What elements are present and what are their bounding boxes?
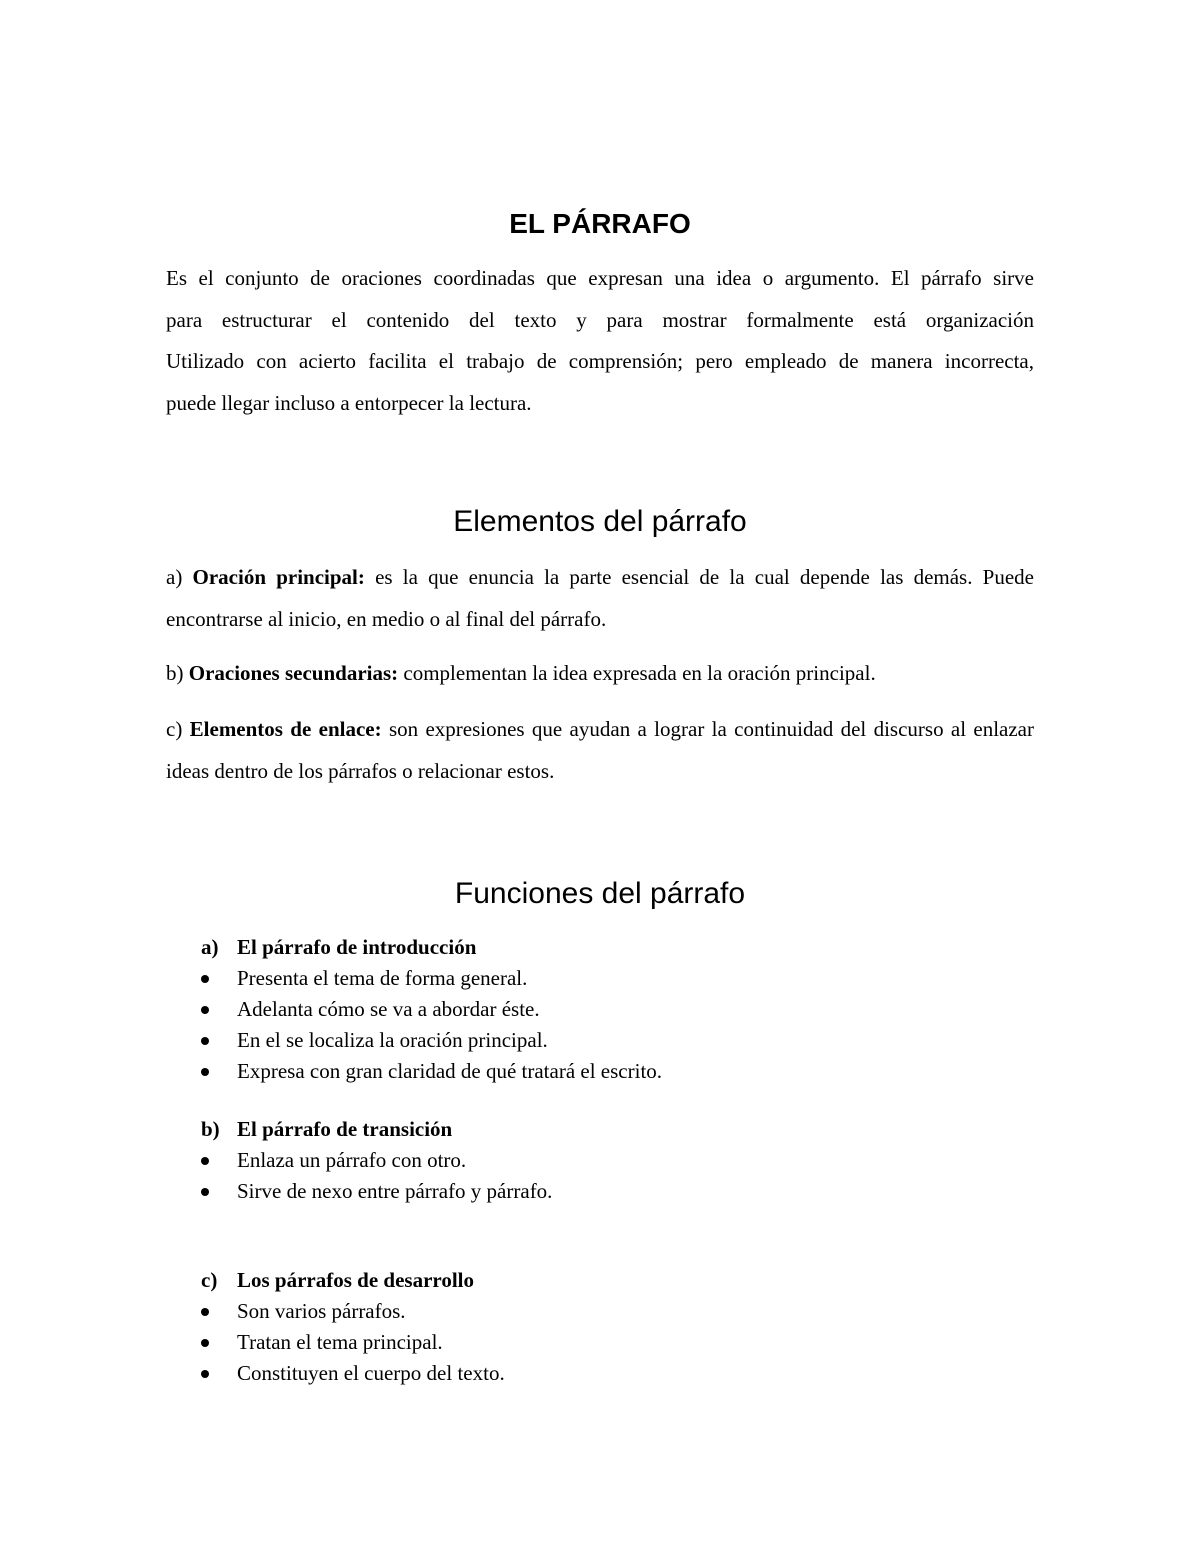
element-item-secondary-sentences <box>166 653 1034 695</box>
group-title: Los párrafos de desarrollo <box>237 1268 475 1292</box>
item-term: Oraciones secundarias: <box>188 661 399 685</box>
item-text: complementan la idea expresada en la oración principal. <box>398 661 876 685</box>
element-item-main-sentence <box>166 557 1034 640</box>
intro-line: para estructurar el contenido del texto y para mostrar formalmente está organización <box>166 307 1034 332</box>
list-item-text: Enlaza un párrafo con otro. <box>237 1148 467 1172</box>
bullet-icon <box>201 1339 209 1347</box>
list-item-text: Son varios párrafos. <box>237 1299 406 1323</box>
list-item-text: Constituyen el cuerpo del texto. <box>237 1361 505 1385</box>
intro-line: Utilizado con acierto facilita el trabajo de comprensión; pero empleado de manera incorrecta, <box>166 349 1034 373</box>
group-letter: a) <box>201 935 219 959</box>
page-title: EL PÁRRAFO <box>509 208 691 239</box>
item-term: Elementos de enlace: <box>189 717 382 741</box>
bullet-icon <box>201 1188 209 1196</box>
function-group-heading <box>201 932 476 963</box>
function-group-heading <box>201 1265 474 1296</box>
bullet-icon <box>201 1157 209 1165</box>
item-prefix: c) <box>166 717 190 741</box>
item-text: es la que enuncia la parte esencial de la cual depende las demás. Puede encontrarse al inicio, en medio o al final del párrafo. <box>166 565 1034 631</box>
list-item <box>201 1176 552 1207</box>
bullet-icon <box>201 1370 209 1378</box>
list-item <box>201 1025 662 1056</box>
bullet-list <box>201 1296 505 1389</box>
element-item-linking-elements <box>166 709 1034 792</box>
list-item-text: Sirve de nexo entre párrafo y párrafo. <box>237 1179 553 1203</box>
list-item <box>201 1056 662 1087</box>
bullet-icon <box>201 975 209 983</box>
list-item <box>201 994 662 1025</box>
intro-paragraph <box>166 258 1034 424</box>
group-title: El párrafo de transición <box>237 1117 453 1141</box>
item-term: Oración principal: <box>192 565 365 589</box>
bullet-list <box>201 1145 552 1207</box>
bullet-icon <box>201 1006 209 1014</box>
item-text: son expresiones que ayudan a lograr la continuidad del discurso al enlazar ideas dentro de los párrafos o relacionar estos. <box>166 717 1034 783</box>
item-prefix: a) <box>166 565 193 589</box>
item-prefix: b) <box>166 661 189 685</box>
list-item-text: En el se localiza la oración principal. <box>237 1028 548 1052</box>
section-heading-functions: Funciones del párrafo <box>454 877 746 910</box>
list-item-text: Expresa con gran claridad de qué tratará el escrito. <box>237 1059 663 1083</box>
function-group-heading <box>201 1114 452 1145</box>
section-heading-elements: Elementos del párrafo <box>453 505 747 538</box>
list-item <box>201 1145 552 1176</box>
intro-line: puede llegar incluso a entorpecer la lectura. <box>166 390 532 415</box>
bullet-list <box>201 963 662 1087</box>
group-letter: b) <box>201 1117 220 1141</box>
list-item <box>201 963 662 994</box>
list-item-text: Adelanta cómo se va a abordar éste. <box>237 997 540 1021</box>
list-item-text: Presenta el tema de forma general. <box>237 966 528 990</box>
bullet-icon <box>201 1037 209 1045</box>
list-item-text: Tratan el tema principal. <box>237 1330 443 1354</box>
intro-line: Es el conjunto de oraciones coordinadas que expresan una idea o argumento. El párrafo sirve <box>166 266 1034 290</box>
list-item <box>201 1296 505 1327</box>
list-item <box>201 1327 505 1358</box>
group-title: El párrafo de introducción <box>237 935 477 959</box>
list-item <box>201 1358 505 1389</box>
bullet-icon <box>201 1308 209 1316</box>
group-letter: c) <box>201 1268 218 1292</box>
bullet-icon <box>201 1068 209 1076</box>
